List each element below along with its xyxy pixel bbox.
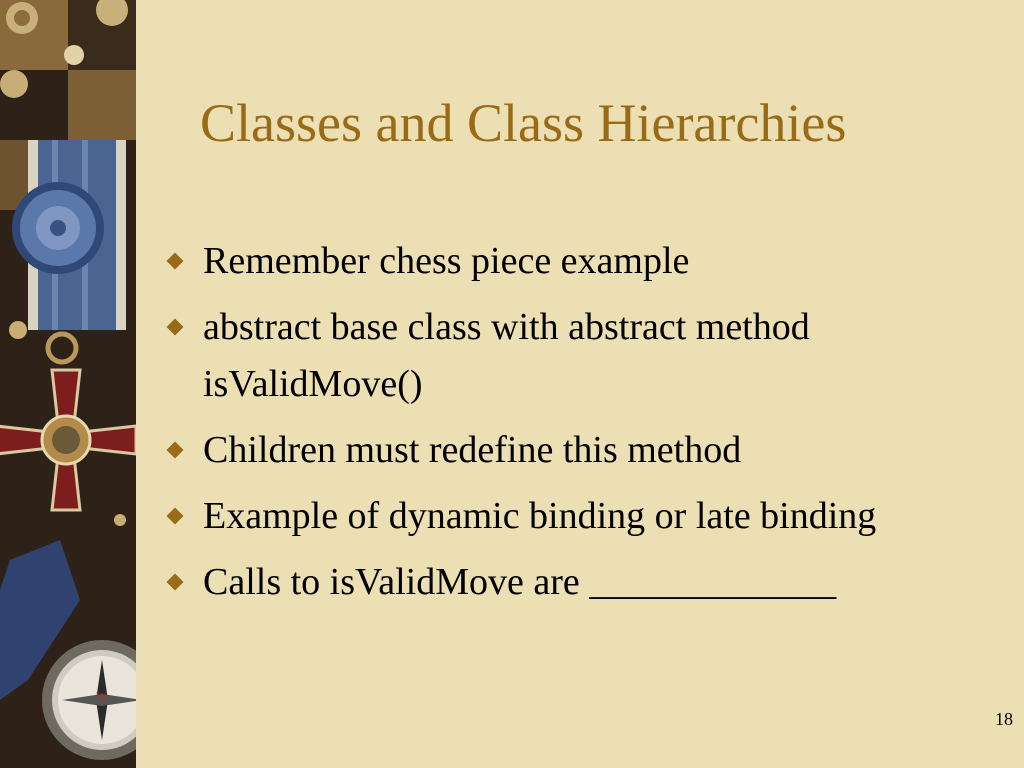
bullet-item-5 — [166, 554, 986, 611]
decorative-sidebar-image — [0, 0, 136, 768]
slide-number: 18 — [995, 709, 1013, 729]
diamond-bullet-icon — [167, 253, 184, 270]
bullet-text: Example of dynamic binding or late binding — [203, 495, 877, 537]
bullet-text: Calls to isValidMove are _____________ — [203, 561, 837, 603]
bullet-item-1 — [166, 233, 986, 290]
svg-text:W: W — [96, 689, 108, 703]
diamond-bullet-icon — [167, 508, 184, 525]
diamond-bullet-icon — [167, 574, 184, 591]
diamond-bullet-icon — [167, 319, 184, 336]
bullet-text: abstract base class with abstract method isValidMove() — [203, 306, 810, 405]
bullet-item-3 — [166, 422, 986, 479]
bullet-text: Children must redefine this method — [203, 429, 742, 471]
bullet-text: Remember chess piece example — [203, 240, 690, 282]
diamond-bullet-icon — [167, 442, 184, 459]
bullet-item-2 — [166, 299, 986, 413]
slide-title: Classes and Class Hierarchies — [200, 93, 847, 153]
bullet-list — [166, 233, 986, 620]
bullet-item-4 — [166, 488, 986, 545]
